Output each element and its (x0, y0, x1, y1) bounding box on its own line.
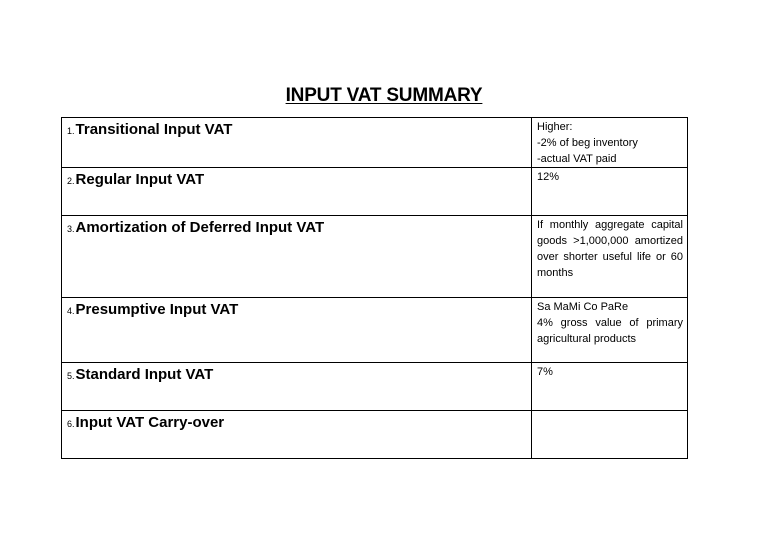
detail-line: Higher: (537, 121, 573, 133)
detail-line: -2% of beg inventory (537, 137, 638, 149)
row-label-cell (62, 363, 532, 411)
row-detail-cell (532, 298, 688, 363)
row-label: Standard Input VAT (75, 366, 214, 383)
table-row (62, 216, 688, 298)
row-label-cell (62, 118, 532, 168)
table-row (62, 411, 688, 459)
detail-line: 4% gross value of primary agricultural products (537, 317, 683, 345)
table-row (62, 118, 688, 168)
row-detail-cell (532, 363, 688, 411)
row-label: Input VAT Carry-over (75, 414, 225, 431)
table-row (62, 298, 688, 363)
row-label-cell (62, 216, 532, 298)
row-detail-cell (532, 118, 688, 168)
row-number: 4. (67, 306, 75, 316)
table-row (62, 168, 688, 216)
row-number: 6. (67, 419, 75, 429)
row-label-cell (62, 168, 532, 216)
input-vat-table (61, 117, 688, 459)
row-number: 3. (67, 224, 75, 234)
row-label-cell (62, 411, 532, 459)
row-label: Presumptive Input VAT (75, 301, 239, 318)
detail-line: 12% (537, 171, 560, 183)
row-detail-cell (532, 216, 688, 298)
row-number: 2. (67, 176, 75, 186)
detail-line: -actual VAT paid (537, 153, 617, 165)
row-number: 1. (67, 126, 75, 136)
detail-line: Sa MaMi Co PaRe (537, 301, 629, 313)
page-title: INPUT VAT SUMMARY (285, 85, 483, 106)
detail-line: If monthly aggregate capital goods >1,000,000 amortized over shorter useful life or 60 months (537, 219, 683, 279)
row-label-cell (62, 298, 532, 363)
row-detail-cell (532, 168, 688, 216)
row-detail-cell (532, 411, 688, 459)
row-number: 5. (67, 371, 75, 381)
detail-line: 7% (537, 366, 553, 378)
table-row (62, 363, 688, 411)
row-label: Transitional Input VAT (75, 121, 233, 138)
row-label: Amortization of Deferred Input VAT (75, 219, 325, 236)
row-label: Regular Input VAT (75, 171, 205, 188)
